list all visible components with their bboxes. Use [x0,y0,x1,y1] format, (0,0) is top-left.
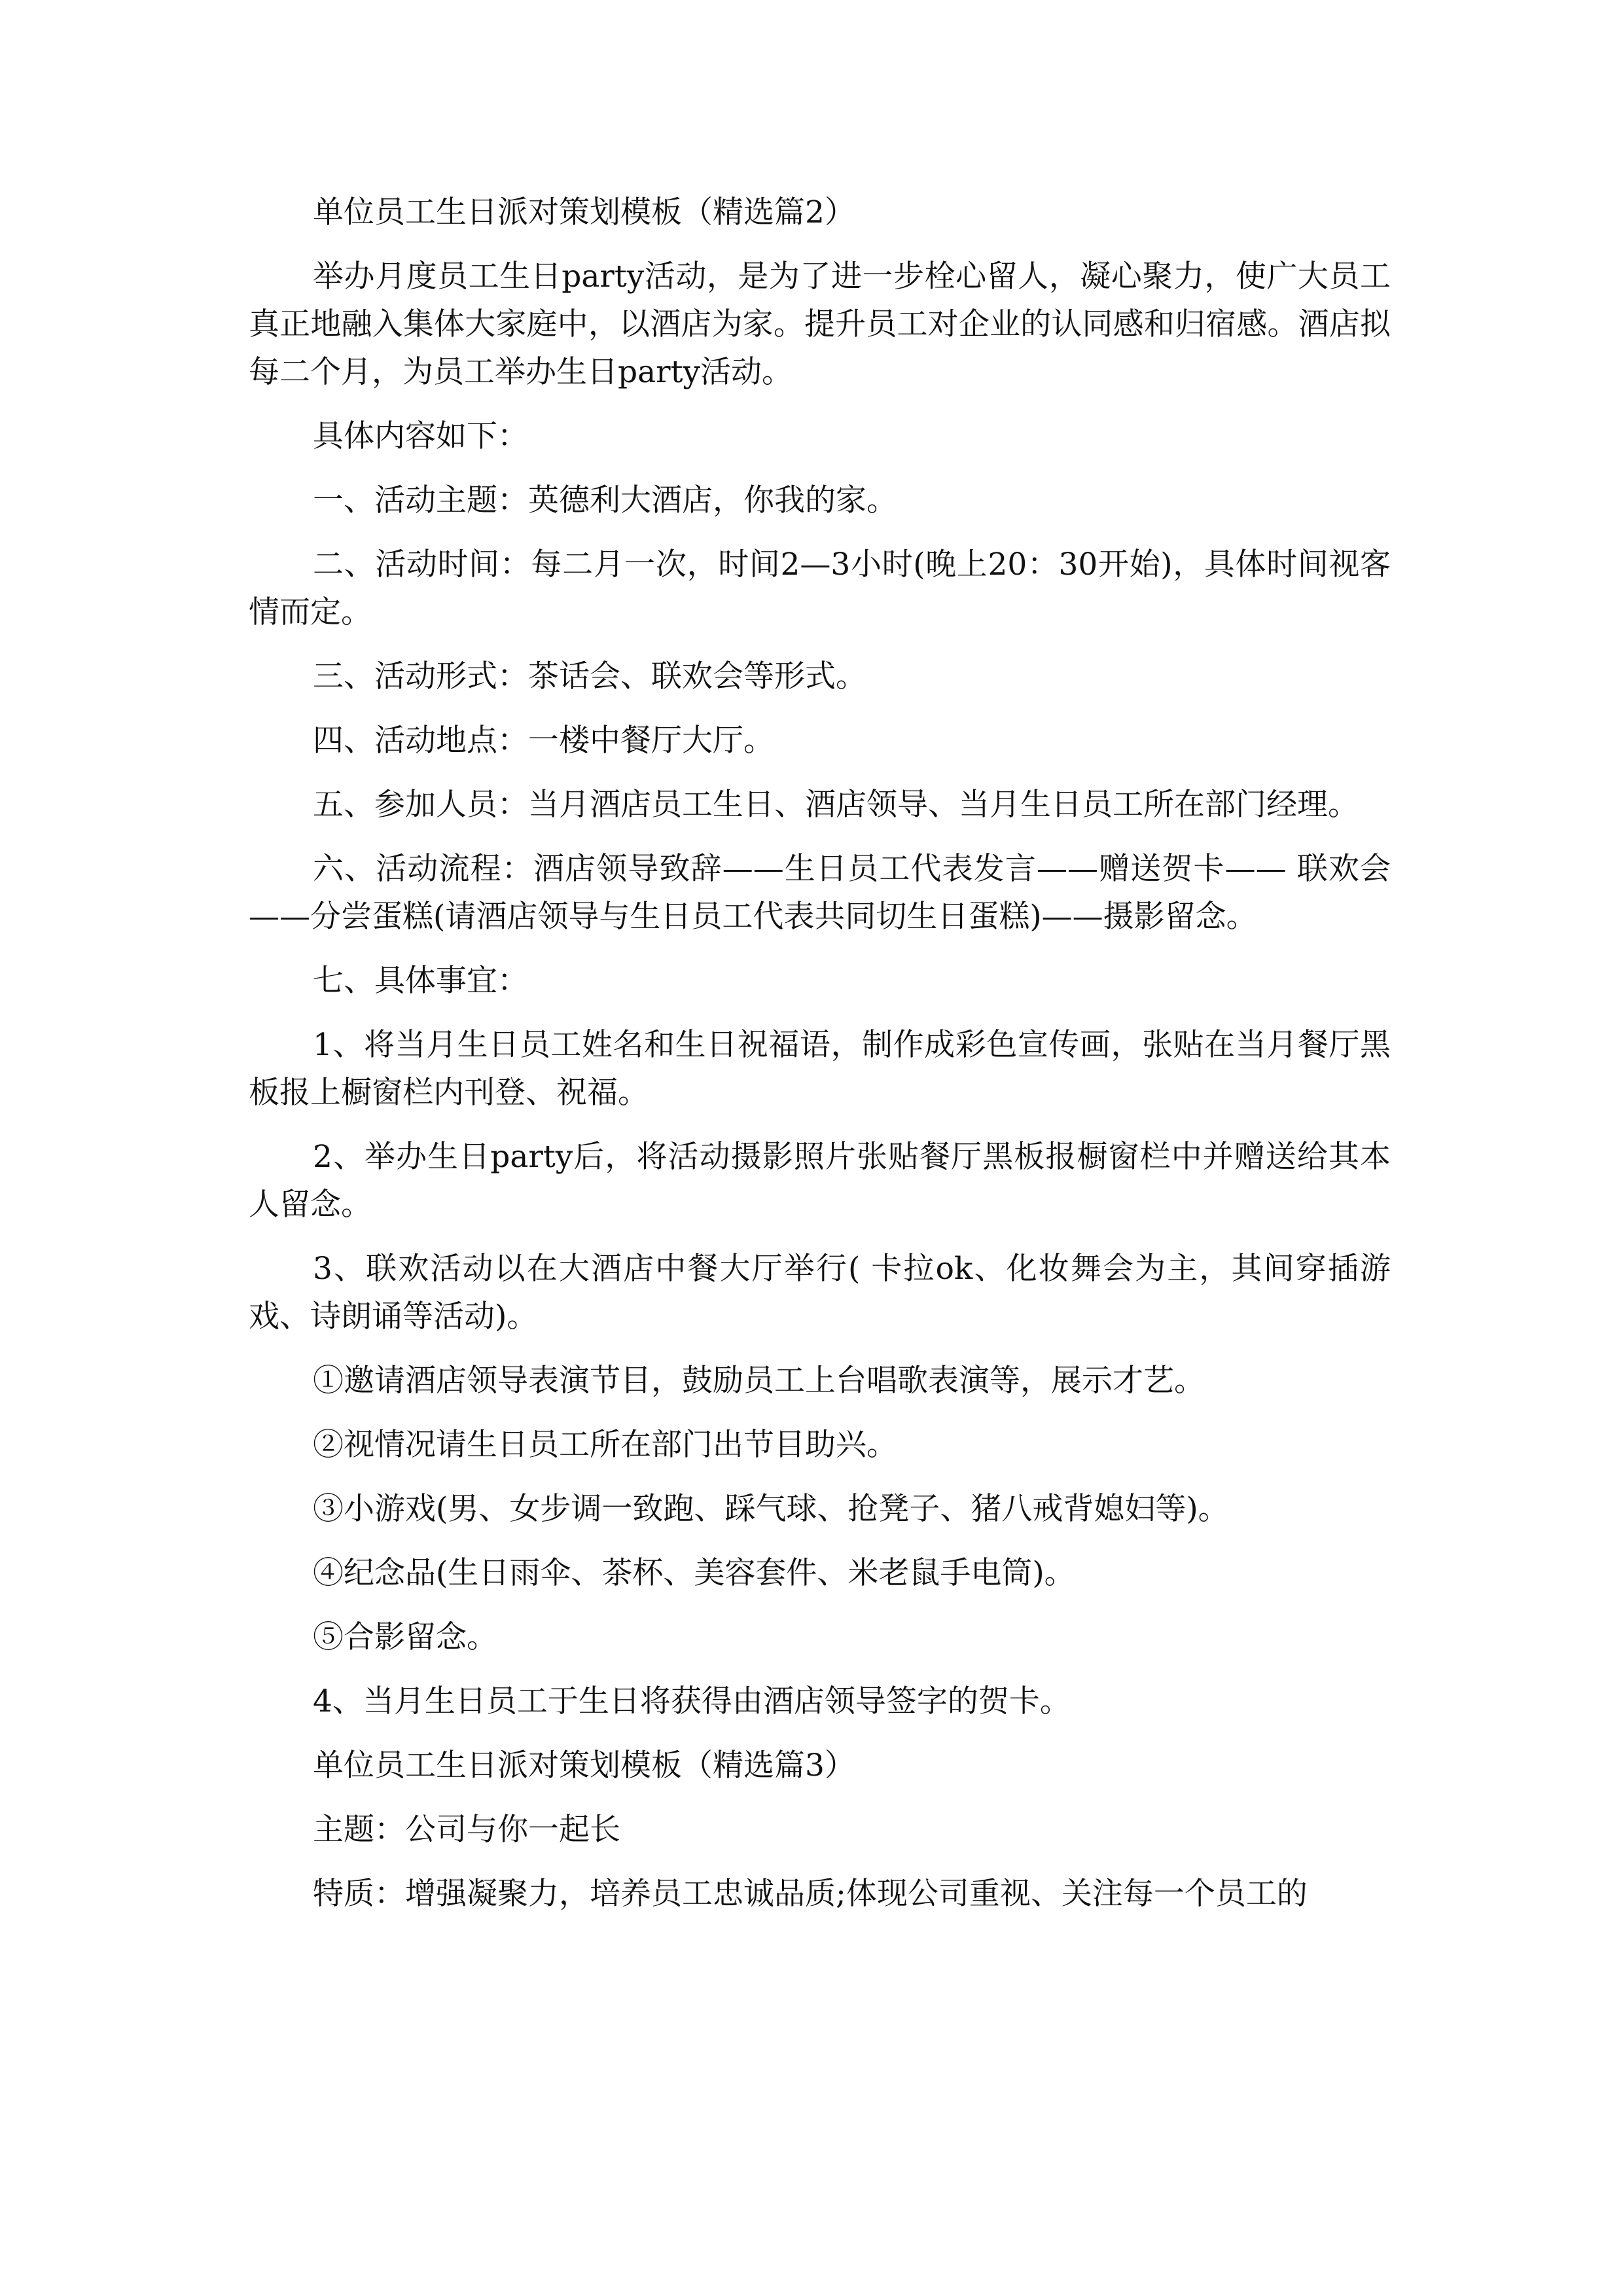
detail-4: 4、当月生日员工于生日将获得由酒店领导签字的贺卡。 [313,1683,1071,1719]
item-details-heading: 七、具体事宜： [313,963,528,999]
item-participants: 五、参加人员：当月酒店员工生日、酒店领导、当月生日员工所在部门经理。 [313,787,1359,823]
item-process: 六、活动流程：酒店领导致辞——生日员工代表发言——赠送贺卡—— 联欢会 ——分尝蛋糕(请酒店领导与生日员工代表共同切生日蛋糕)——摄影留念。 [249,851,1391,935]
content-intro: 具体内容如下： [313,418,528,454]
theme-line: 主题：公司与你一起长 [313,1812,620,1848]
subdetail-3: ③小游戏(男、女步调一致跑、踩气球、抢凳子、猪八戒背媳妇等)。 [313,1491,1229,1527]
detail-1: 1、将当月生日员工姓名和生日祝福语，制作成彩色宣传画，张贴在当月餐厅黑板报上橱窗栏内刊登、祝福。 [249,1027,1391,1111]
subdetail-1: ①邀请酒店领导表演节目，鼓励员工上台唱歌表演等，展示才艺。 [313,1363,1205,1399]
detail-3: 3、联欢活动以在大酒店中餐大厅举行( 卡拉ok、化妆舞会为主，其间穿插游戏、诗朗诵等活动)。 [249,1251,1391,1335]
item-time: 二、活动时间：每二月一次，时间2—3小时(晚上20：30开始)，具体时间视客情而定。 [249,547,1391,630]
section-heading-2: 单位员工生日派对策划模板（精选篇2） [313,194,855,230]
document-body [249,188,1391,1934]
subdetail-5: ⑤合影留念。 [313,1619,497,1655]
item-format: 三、活动形式：茶话会、联欢会等形式。 [313,658,866,694]
detail-2: 2、举办生日party后，将活动摄影照片张贴餐厅黑板报橱窗栏中并赠送给其本人留念。 [249,1139,1391,1223]
section-heading-3: 单位员工生日派对策划模板（精选篇3） [313,1748,855,1784]
item-location: 四、活动地点：一楼中餐厅大厅。 [313,723,774,759]
subdetail-4: ④纪念品(生日雨伞、茶杯、美容套件、米老鼠手电筒)。 [313,1555,1075,1591]
item-theme: 一、活动主题：英德利大酒店，你我的家。 [313,482,897,518]
feature-line: 特质：增强凝聚力，培养员工忠诚品质;体现公司重视、关注每一个员工的 [313,1876,1308,1912]
intro-paragraph: 举办月度员工生日party活动，是为了进一步栓心留人，凝心聚力，使广大员工真正地融入集体大家庭中，以酒店为家。提升员工对企业的认同感和归宿感。酒店拟每二个月，为员工举办生日party活动。 [249,259,1391,390]
subdetail-2: ②视情况请生日员工所在部门出节目助兴。 [313,1427,897,1463]
